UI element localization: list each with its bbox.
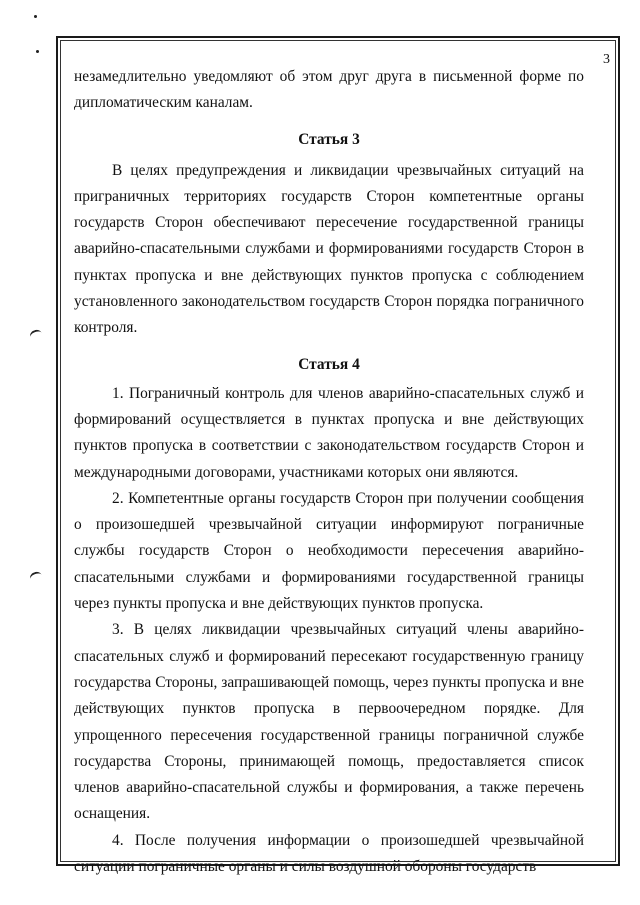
article-4-paragraph-3: 3. В целях ликвидации чрезвычайных ситуаций члены аварийно-спасательных служб и формирований пересекают государственную границу государства Стороны, запрашивающей помощь, через пункты пропуска и вне действующих пунктов пропуска в первоочередном порядке. Для упрощенного пересечения государственной границы пограничной службе государства Стороны, принимающей помощь, предоставляется список членов аварийно-спасательной службы и формирования, а также перечень оснащения. — [74, 621, 584, 823]
article-3-paragraph: В целях предупреждения и ликвидации чрезвычайных ситуаций на приграничных территориях государств Сторон компетентные органы государств Сторон обеспечивают пересечение государственной границы аварийно-спасательными службами и формированиями государств Сторон в пунктах пропуска и вне действующих пунктов пропуска с соблюдением установленного законодательством государств Сторон порядка пограничного контроля. — [74, 161, 584, 337]
article-4-paragraph-1: 1. Пограничный контроль для членов аварийно-спасательных служб и формирований осуществляется в пунктах пропуска и вне действующих пунктов пропуска в соответствии с законодательством государств Сторон и международными договорами, участниками которых они являются. — [74, 384, 584, 481]
document-body — [74, 64, 584, 880]
binding-hole-mark — [29, 570, 44, 584]
page-number: 3 — [603, 52, 610, 67]
article-3-heading: Статья 3 — [298, 130, 360, 148]
scan-mark — [34, 15, 37, 18]
binding-hole-mark — [29, 328, 44, 342]
article-4-paragraph-2: 2. Компетентные органы государств Сторон при получении сообщения о произошедшей чрезвычайной ситуации информируют пограничные службы государств Сторон о необходимости пересечения аварийно-спасательными службами и формированиями государственной границы через пункты пропуска и вне действующих пунктов пропуска. — [74, 489, 584, 613]
continuation-paragraph: незамедлительно уведомляют об этом друг друга в письменной форме по дипломатическим каналам. — [74, 68, 584, 112]
scan-mark — [36, 50, 39, 53]
article-4-heading: Статья 4 — [298, 355, 360, 373]
article-4-paragraph-4: 4. После получения информации о произошедшей чрезвычайной ситуации пограничные органы и силы воздушной обороны государств — [74, 831, 584, 876]
